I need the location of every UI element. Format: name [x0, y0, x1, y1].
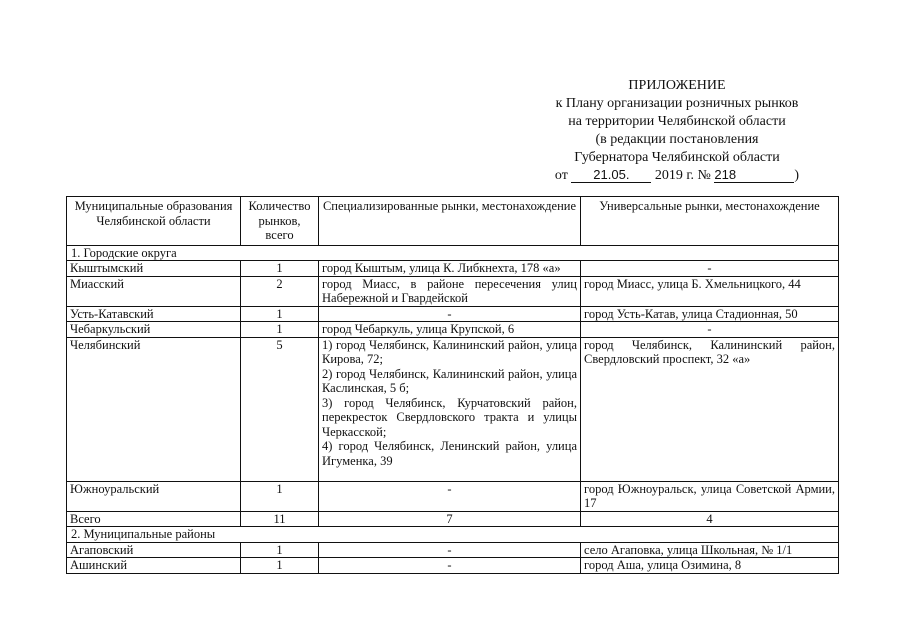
specialized-cell: город Кыштым, улица К. Либкнехта, 178 «а»: [319, 261, 581, 277]
count-cell: 1: [241, 558, 319, 574]
specialized-cell: -: [319, 542, 581, 558]
specialized-cell: -: [319, 481, 581, 511]
markets-table: [66, 196, 839, 574]
table-row: [67, 558, 839, 574]
header-universal: Универсальные рынки, местонахождение: [581, 197, 839, 246]
date-value: 21.05.: [571, 167, 651, 183]
count-cell: 1: [241, 261, 319, 277]
appendix-title: ПРИЛОЖЕНИЕ: [628, 78, 726, 93]
header-municipality: Муниципальные образования Челябинской области: [67, 197, 241, 246]
count-cell: 2: [241, 276, 319, 306]
table-row: [67, 276, 839, 306]
specialized-item: 2) город Челябинск, Калининский район, улица Каслинская, 5 б;: [322, 366, 577, 395]
table-row: [67, 481, 839, 511]
appendix-date-line: [527, 167, 827, 185]
specialized-cell: -: [319, 558, 581, 574]
close-paren: ): [794, 168, 800, 183]
total-specialized: 7: [319, 511, 581, 527]
appendix-line-4: Губернатора Челябинской области: [574, 150, 780, 165]
section-row: [67, 527, 839, 543]
specialized-cell: [319, 337, 581, 481]
header-specialized: Специализированные рынки, местонахождение: [319, 197, 581, 246]
municipality-cell: Челябинский: [67, 337, 241, 481]
specialized-cell: город Миасс, в районе пересечения улиц Набережной и Гвардейской: [319, 276, 581, 306]
total-count: 11: [241, 511, 319, 527]
universal-cell: город Усть-Катав, улица Стадионная, 50: [581, 306, 839, 322]
table-row: [67, 322, 839, 338]
count-cell: 1: [241, 542, 319, 558]
universal-cell: город Южноуральск, улица Советской Армии, 17: [581, 481, 839, 511]
municipality-cell: Чебаркульский: [67, 322, 241, 338]
appendix-line-2: на территории Челябинской области: [568, 114, 786, 129]
table-row: [67, 306, 839, 322]
universal-cell: город Аша, улица Озимина, 8: [581, 558, 839, 574]
specialized-item: 3) город Челябинск, Курчатовский район, перекресток Свердловского тракта и улицы Черкасской;: [322, 395, 577, 439]
specialized-cell: город Чебаркуль, улица Крупской, 6: [319, 322, 581, 338]
total-universal: 4: [581, 511, 839, 527]
municipality-cell: Усть-Катавский: [67, 306, 241, 322]
table-row: [67, 542, 839, 558]
total-label: Всего: [67, 511, 241, 527]
section-row: [67, 245, 839, 261]
universal-cell: город Миасс, улица Б. Хмельницкого, 44: [581, 276, 839, 306]
table-row: [67, 337, 839, 481]
specialized-item: 4) город Челябинск, Ленинский район, улица Игуменка, 39: [322, 439, 577, 468]
date-prefix: от: [554, 168, 568, 183]
universal-cell: -: [581, 261, 839, 277]
count-cell: 5: [241, 337, 319, 481]
universal-cell: город Челябинск, Калининский район, Свердловский проспект, 32 «а»: [581, 337, 839, 481]
municipality-cell: Миасский: [67, 276, 241, 306]
appendix-line-1: к Плану организации розничных рынков: [555, 96, 799, 111]
appendix-header: [527, 77, 827, 185]
count-cell: 1: [241, 481, 319, 511]
table-row: [67, 261, 839, 277]
table-header-row: [67, 197, 839, 246]
municipality-cell: Кыштымский: [67, 261, 241, 277]
count-cell: 1: [241, 322, 319, 338]
count-cell: 1: [241, 306, 319, 322]
header-count: Количество рынков, всего: [241, 197, 319, 246]
decree-number: 218: [714, 167, 794, 183]
municipality-cell: Агаповский: [67, 542, 241, 558]
universal-cell: село Агаповка, улица Школьная, № 1/1: [581, 542, 839, 558]
specialized-cell: -: [319, 306, 581, 322]
municipality-cell: Ашинский: [67, 558, 241, 574]
total-row: [67, 511, 839, 527]
universal-cell: -: [581, 322, 839, 338]
section-title: 1. Городские округа: [67, 245, 839, 261]
specialized-item: 1) город Челябинск, Калининский район, улица Кирова, 72;: [322, 337, 577, 366]
appendix-line-3: (в редакции постановления: [595, 132, 759, 147]
municipality-cell: Южноуральский: [67, 481, 241, 511]
section-title: 2. Муниципальные районы: [67, 527, 839, 543]
date-suffix: 2019 г. №: [654, 168, 711, 183]
